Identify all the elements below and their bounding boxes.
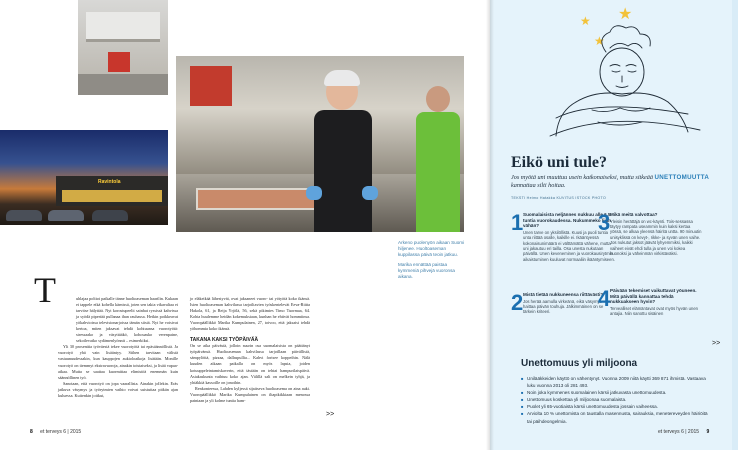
drop-cap: T: [34, 270, 56, 310]
folio-right: [658, 429, 709, 435]
worker-photo: [176, 56, 464, 232]
sleepless-person-illustration: [536, 18, 706, 148]
smiling-worker: [308, 74, 378, 232]
station-lights: [62, 190, 162, 202]
magazine-issue: et terveys 6 | 2015: [40, 429, 82, 435]
service-station-photo: [0, 130, 168, 225]
lede-text: Jos myötä uni muuttuu usein katkonaiseksi, mutta sitkeää: [511, 174, 653, 181]
steel-counter: [78, 74, 168, 95]
fact-answer: Unen tarve on yksilöllistä. Kuusi ja puoli tuntia unta riittää osalle, kaikille ei. Ikääntyessä kokonaisunimäärä ei välttämättä vähene, mutta uni jakautuu eri tailla. Osa unesta nukutaan päivällä. Unen keveneminen ja vuorokausirytmin aikaistuminen kuuluvat normaaliin ikääntymiseen.: [523, 229, 615, 262]
car: [6, 210, 42, 221]
hair-net: [324, 70, 360, 86]
list-item: ■ Unilääkkeiden käyttö on vähentynyt. Vuonna 2009 niitä käytti 369 871 ihmistä. Vastaava luku vuonna 2013 oli 281 493.: [521, 375, 711, 389]
caption-line: Arkeno puolenyön aikaan Suomi hiljenee. Huoltoaseman kuppilassa päivä teoin jatkuu.: [398, 240, 465, 258]
burger-tray: [196, 188, 316, 210]
paragraph: Yli 30 prosenttia työväestä tekee vuorotyötä tai epäsäännöllistä. Ja vuorotyö yhä vain lisääntyy. Siihen tarvitaan välistä vastuunuudessakin, kun kauppojen aukioloaikoja lisätään. Monille vuorotyö on tiemmyt ekstravuoroja, ainakin toistaiseksi, ja lisää vapaa-aikaa. Mutta se saattaa kuormittaa elimistöä enemmän kuin säännöllinen työ.: [58, 344, 178, 380]
paragraph: On se aika päivästä, jolloin suurin osa suomalaisista on päättänyt työpäivänsä. Huoltoaseman kahvilassa tarjoillaan päivällistä, sämpylöitä, pizzaa, dallaspullia... Kahvi forisee koppeihin. Nälä kuuden aikaan paikalla on myös lapsia, joiden kotuuppeleintamiskaverin, että tästään on tehtai hampurilaispäivä. Asiakaskunta vaihtuu koko ajan. Välillä sali on melkein tyhjä, ja yhtäkkiä kassoille on jonoihin.: [190, 343, 310, 385]
fact-question: Mistä tietää nukkuneensa riittävästi?: [523, 292, 604, 297]
page-edge: [732, 0, 738, 450]
headline: Eikö uni tule?: [511, 154, 608, 171]
lede-highlight: UNETTOMUUTTA: [654, 174, 710, 181]
car: [92, 210, 128, 221]
factbox-list: [521, 375, 711, 425]
red-sign: [190, 66, 232, 106]
paragraph: Renkonteessa, Lahden kyljessä sijaitseva huoltoasema on aina auki. Vuoropäällikkö Marika Kumpulainen on iltaptkikkiaan menossa painiaan ja yli kolme tuntia ham-: [190, 385, 310, 403]
worker-apron: [314, 110, 372, 232]
lede: [511, 174, 711, 190]
car: [48, 210, 84, 221]
kitchen-photo: [78, 0, 168, 95]
page-number: 9: [706, 429, 710, 435]
fact-answer: Tervealliset elämäntavat ovat myös hyvän unen antajia. Niin sanottu sisäinen: [610, 305, 698, 317]
star-icon: ★: [618, 6, 633, 23]
star-icon: ★: [594, 34, 605, 48]
fact-question: Päivään tekemiset vaikuttavat yöuneen. Mitä päivällä kannattaa tehdä nukkuakseen hyvin?: [610, 288, 697, 305]
paragraph: uhlajaa polttoi paikalle tänne huoltoaseman haarilin. Kukaan ei tappele eikä kohella kärnissä, joten sen takia vikavaltaa ei tarvitse hälyttää. Nyt korostupeelit sainhat ryssissä kahvissa ja syödä pipertää pullanaa ihan rauhassa. Hetkin poikkeavat yökahvioissa televisionarjoissa tämän siistä. Nyt he voisivat kertoa, miten jaksavat tehdä kohtuunsa vuorotyötä: stressaako ja väsyttääkö, kohouasko verenpaine, sekoilevatko sydämenlyönnit – esimerkiksi.: [76, 296, 178, 344]
lede-text: kannattaa silti hoitaa.: [511, 182, 566, 189]
paragraph: Sanotaan, että vuorotyö on jopa vaarallista. Ainakin jollekin. Eräs jatkuva väsymys ja työrytmien vaihto voivat suistuttaa pitkän ajan kuluessa. Kuitenkin joitkut,: [58, 380, 178, 398]
background-worker: [414, 86, 462, 232]
article-column-2: [190, 296, 310, 404]
fact-number: 4: [598, 286, 611, 311]
list-item: ■ Arviolta 10 % unettomista on taustalla masennusta, sairauksia, menetereveyden häiriöitä tai päihdeongelmia.: [521, 410, 711, 424]
kitchen-hood: [86, 12, 160, 42]
fact-number: 2: [511, 290, 524, 315]
worker-head: [426, 86, 450, 112]
photo-caption: [398, 240, 466, 283]
spine-gutter: [486, 0, 494, 450]
fact-number: 3: [598, 210, 611, 235]
continue-arrow-icon: >>: [326, 411, 335, 418]
green-shirt: [416, 112, 460, 232]
paragraph: jo eläkeikää lähestyvät, ovat jaksaneet vuoro- tai yötyötä koko ikänsä. Isien huoltoaseman kahvilassa tarjoiltavien työskentelevät Eeva-Riitta Hakola, 61, ja Reija Yrjölä, 56, sekä pikimies Timo Tuormaa, 64. Kohta huulemme heidän kokemuksiaan, kunhan he ehtivät hommiinsa. Vuoropäällikkö Marika Kumpulainen, 27, toivoo, että jaksaisi tehdä yöhommia koko ikänsä.: [190, 296, 310, 332]
article-column-1: [58, 296, 178, 399]
byline: TEKSTI Heimo Hatakka KUVITUS ISTOCK PHOTO: [511, 196, 607, 200]
factbox-title: Unettomuus yli miljoona: [521, 358, 638, 369]
star-icon: ★: [580, 14, 591, 28]
list-item: ■ Noin joka kymmenes suomalainen kärsii jatkuvasta unettomuudesta.: [521, 389, 711, 396]
list-item: ■ Unettomuus koskettaa yli miljoonaa suomalaista.: [521, 396, 711, 403]
station-sign: Ravintola: [98, 179, 121, 185]
continue-arrow-icon: >>: [712, 340, 721, 347]
fact-number: 1: [511, 210, 524, 235]
page-number: 8: [30, 429, 33, 435]
fact-question: Mikä meitä valvottaa?: [610, 212, 658, 217]
fact-answer: Jos herää aamulla virkeänä, eikä väsymys haittaa päivän touhuja. Jälkimmäinen on se tärkein kriteeri.: [523, 298, 604, 315]
glove: [362, 186, 378, 200]
folio-left: [30, 429, 81, 435]
red-panel: [108, 52, 130, 72]
subheading: TAKANA KAKSI TYÖPÄIVÄÄ: [190, 337, 259, 344]
glove: [306, 186, 322, 200]
magazine-issue: et terveys 6 | 2015: [658, 429, 700, 435]
fact-answer: Yleisin herättäjä on wc-käynti. Tois-sessassa täytyy rampata useammin kuin kaksi kertaa yössä, se alkaa yleensä häiritä untta. 90 minuutin unisyklissä on kevyt-, rikke- ja syvän unen vaihe. Jos nukutut jaksot jäävät lyhyemmiksi, kaikki vaiheet eivät ehdi tulla ja unen voi kokea huonoksi ja väheinmän virkistäväksi.: [610, 218, 702, 257]
fact-item: [598, 288, 702, 317]
list-item: ■ Puolet yli 65-vuotiaista kärsii unettomuudesta jossain vaiheessa.: [521, 403, 711, 410]
fact-question: Suomalaisista neljännes nukkuu alle 6,5 tuntia vuorokaudessa. Nukummeko liian vähän?: [523, 212, 612, 229]
fact-item: [598, 212, 702, 256]
caption-line: Marika ennättää paistaa kymmeniä pihvejä vuoronsa aikana.: [398, 261, 455, 280]
